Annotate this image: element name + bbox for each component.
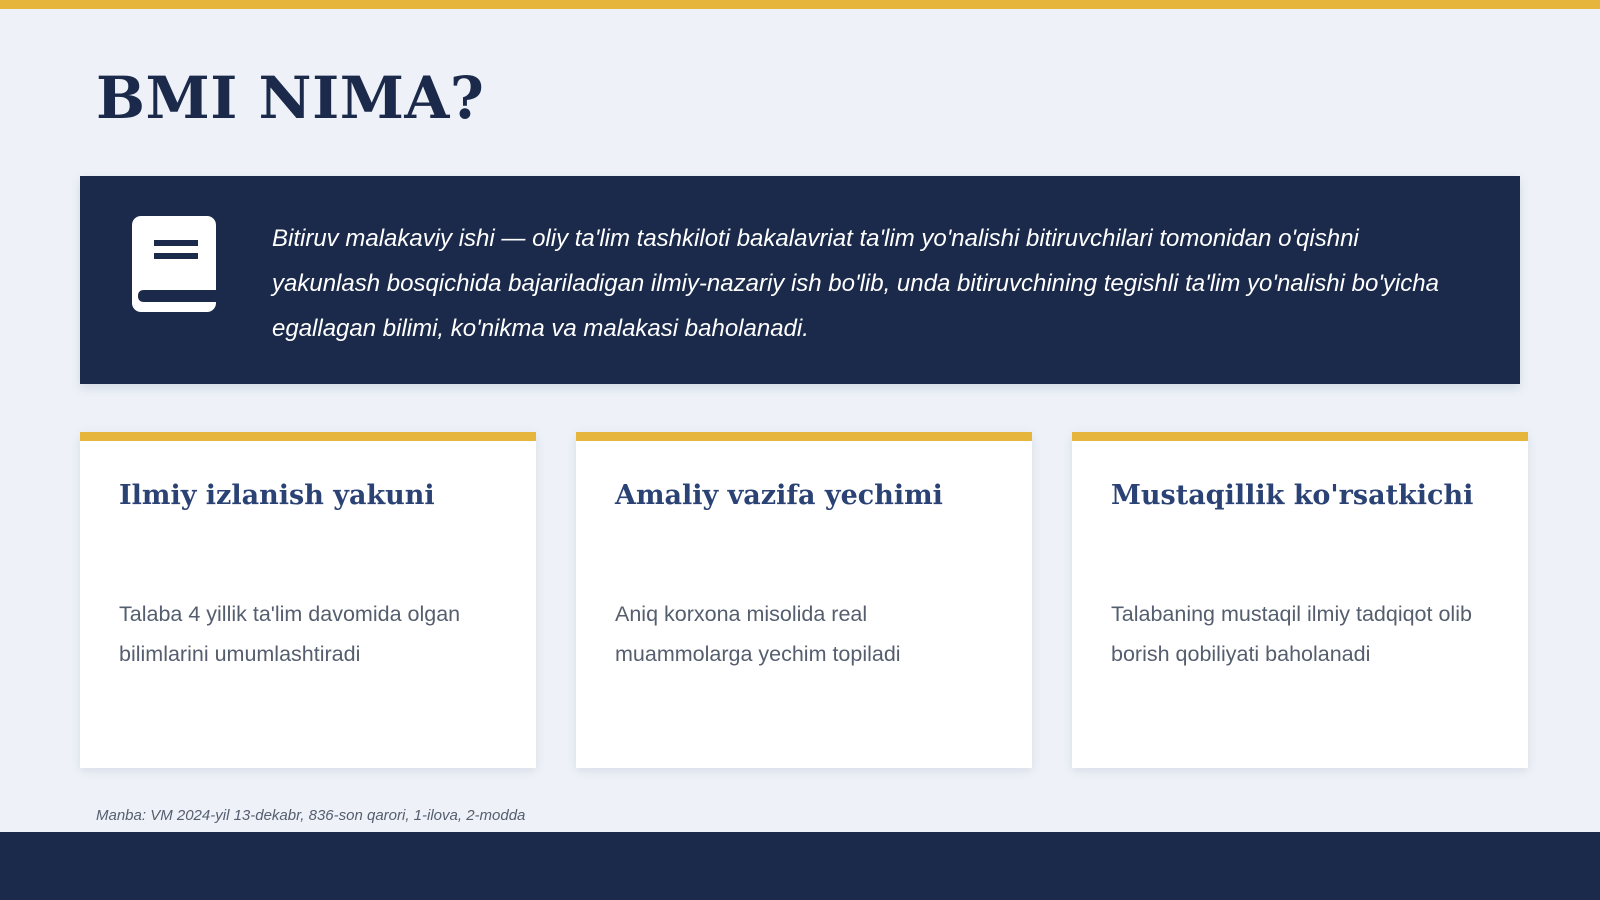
card-description: Talabaning mustaqil ilmiy tadqiqot olib borish qobiliyati baholanadi [1111,602,1472,666]
bottom-footer-bar [0,832,1600,900]
card-title: Mustaqillik ko'rsatkichi [1111,480,1474,511]
book-icon [132,216,220,314]
definition-box [80,176,1520,384]
definition-text: Bitiruv malakaviy ishi — oliy ta'lim tashkiloti bakalavriat ta'lim yo'nalishi bitiruvchilari tomonidan o'qishni yakunlash bosqichida bajariladigan ilmiy-nazariy ish bo'lib, unda bitiruvchining tegishli ta'lim yo'nalishi bo'yicha egallagan bilimi, ko'nikma va malakasi baholanadi. [272,225,1439,342]
card-ilmiy-izlanish [80,432,536,768]
source-note: Manba: VM 2024-yil 13-dekabr, 836-son qarori, 1-ilova, 2-modda [96,807,526,824]
card-title: Amaliy vazifa yechimi [615,480,943,511]
card-mustaqillik [1072,432,1528,768]
page-title: BMI NIMA? [96,64,485,132]
card-amaliy-vazifa [576,432,1032,768]
card-title: Ilmiy izlanish yakuni [119,480,435,511]
card-description: Aniq korxona misolida real muammolarga yechim topiladi [615,602,901,666]
top-accent-bar [0,0,1600,9]
card-description: Talaba 4 yillik ta'lim davomida olgan bilimlarini umumlashtiradi [119,602,461,666]
